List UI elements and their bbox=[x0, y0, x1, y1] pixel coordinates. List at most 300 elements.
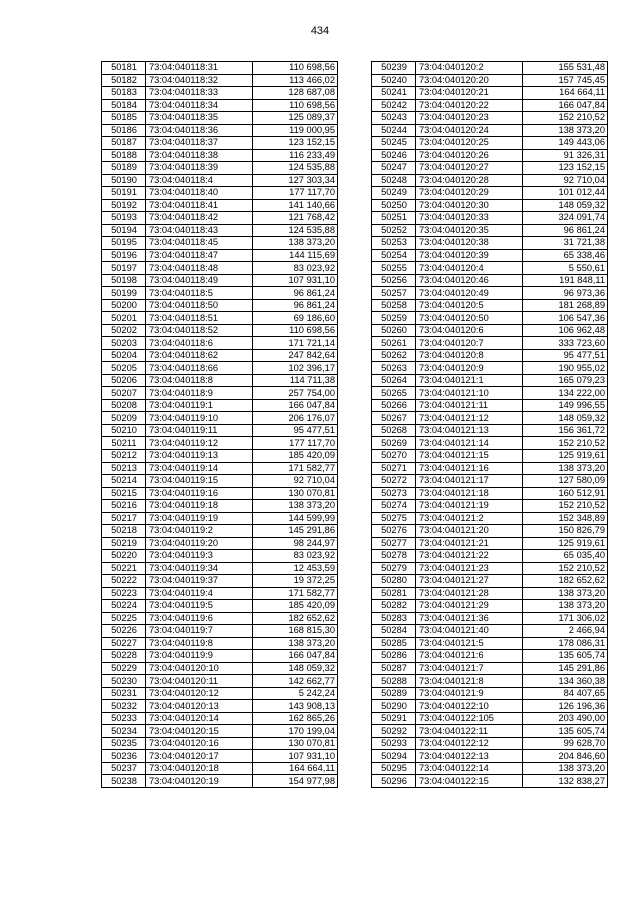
table-row bbox=[372, 462, 608, 475]
value-cell: 12 453,59 bbox=[253, 562, 338, 575]
table-row bbox=[102, 562, 338, 575]
cadastral-number-cell: 73:04:040120:5 bbox=[416, 299, 523, 312]
table-row bbox=[102, 775, 338, 788]
row-number-cell: 50276 bbox=[372, 525, 416, 538]
table-row bbox=[102, 675, 338, 688]
value-cell: 166 047,84 bbox=[253, 399, 338, 412]
row-number-cell: 50244 bbox=[372, 124, 416, 137]
cadastral-number-cell: 73:04:040121:11 bbox=[416, 399, 523, 412]
value-cell: 123 152,15 bbox=[523, 162, 608, 175]
table-row bbox=[372, 412, 608, 425]
value-cell: 134 222,00 bbox=[523, 387, 608, 400]
table-row bbox=[372, 612, 608, 625]
row-number-cell: 50200 bbox=[102, 299, 146, 312]
value-cell: 5 550,61 bbox=[523, 262, 608, 275]
value-cell: 148 059,32 bbox=[523, 199, 608, 212]
row-number-cell: 50232 bbox=[102, 700, 146, 713]
table-row bbox=[372, 475, 608, 488]
cadastral-number-cell: 73:04:040118:37 bbox=[146, 137, 253, 150]
cadastral-number-cell: 73:04:040122:105 bbox=[416, 712, 523, 725]
table-row bbox=[372, 337, 608, 350]
table-row bbox=[102, 349, 338, 362]
row-number-cell: 50193 bbox=[102, 212, 146, 225]
cadastral-number-cell: 73:04:040121:29 bbox=[416, 600, 523, 613]
table-row bbox=[102, 525, 338, 538]
cadastral-number-cell: 73:04:040121:10 bbox=[416, 387, 523, 400]
row-number-cell: 50237 bbox=[102, 762, 146, 775]
cadastral-number-cell: 73:04:040120:20 bbox=[416, 74, 523, 87]
row-number-cell: 50234 bbox=[102, 725, 146, 738]
row-number-cell: 50211 bbox=[102, 437, 146, 450]
value-cell: 152 210,52 bbox=[523, 500, 608, 513]
table-row bbox=[102, 625, 338, 638]
value-cell: 138 373,20 bbox=[253, 637, 338, 650]
row-number-cell: 50266 bbox=[372, 399, 416, 412]
value-cell: 96 973,36 bbox=[523, 287, 608, 300]
table-row bbox=[102, 687, 338, 700]
value-cell: 190 955,02 bbox=[523, 362, 608, 375]
value-cell: 106 962,48 bbox=[523, 324, 608, 337]
cadastral-number-cell: 73:04:040118:8 bbox=[146, 374, 253, 387]
cadastral-number-cell: 73:04:040119:13 bbox=[146, 449, 253, 462]
row-number-cell: 50181 bbox=[102, 62, 146, 75]
row-number-cell: 50292 bbox=[372, 725, 416, 738]
cadastral-number-cell: 73:04:040120:30 bbox=[416, 199, 523, 212]
value-cell: 156 361,72 bbox=[523, 424, 608, 437]
value-cell: 152 210,52 bbox=[523, 562, 608, 575]
row-number-cell: 50287 bbox=[372, 662, 416, 675]
value-cell: 185 420,09 bbox=[253, 449, 338, 462]
table-row bbox=[372, 449, 608, 462]
cadastral-number-cell: 73:04:040120:22 bbox=[416, 99, 523, 112]
value-cell: 164 664,11 bbox=[523, 87, 608, 100]
value-cell: 166 047,84 bbox=[523, 99, 608, 112]
row-number-cell: 50260 bbox=[372, 324, 416, 337]
cadastral-number-cell: 73:04:040119:16 bbox=[146, 487, 253, 500]
value-cell: 144 599,99 bbox=[253, 512, 338, 525]
value-cell: 206 176,07 bbox=[253, 412, 338, 425]
row-number-cell: 50203 bbox=[102, 337, 146, 350]
row-number-cell: 50241 bbox=[372, 87, 416, 100]
row-number-cell: 50251 bbox=[372, 212, 416, 225]
table-row bbox=[102, 187, 338, 200]
cadastral-number-cell: 73:04:040121:40 bbox=[416, 625, 523, 638]
cadastral-number-cell: 73:04:040119:37 bbox=[146, 575, 253, 588]
value-cell: 257 754,00 bbox=[253, 387, 338, 400]
table-row bbox=[372, 137, 608, 150]
cadastral-number-cell: 73:04:040119:7 bbox=[146, 625, 253, 638]
row-number-cell: 50240 bbox=[372, 74, 416, 87]
row-number-cell: 50295 bbox=[372, 762, 416, 775]
table-row bbox=[372, 399, 608, 412]
table-row bbox=[372, 587, 608, 600]
cadastral-number-cell: 73:04:040120:12 bbox=[146, 687, 253, 700]
value-cell: 135 605,74 bbox=[523, 725, 608, 738]
cadastral-number-cell: 73:04:040120:15 bbox=[146, 725, 253, 738]
table-row bbox=[372, 650, 608, 663]
row-number-cell: 50269 bbox=[372, 437, 416, 450]
value-cell: 125 919,61 bbox=[523, 537, 608, 550]
value-cell: 185 420,09 bbox=[253, 600, 338, 613]
row-number-cell: 50208 bbox=[102, 399, 146, 412]
table-row bbox=[372, 562, 608, 575]
cadastral-number-cell: 73:04:040120:38 bbox=[416, 237, 523, 250]
cadastral-number-cell: 73:04:040118:43 bbox=[146, 224, 253, 237]
value-cell: 2 466,94 bbox=[523, 625, 608, 638]
row-number-cell: 50197 bbox=[102, 262, 146, 275]
row-number-cell: 50283 bbox=[372, 612, 416, 625]
value-cell: 165 079,23 bbox=[523, 374, 608, 387]
table-row bbox=[372, 274, 608, 287]
table-row bbox=[372, 437, 608, 450]
cadastral-number-cell: 73:04:040118:38 bbox=[146, 149, 253, 162]
cadastral-number-cell: 73:04:040120:29 bbox=[416, 187, 523, 200]
cadastral-number-cell: 73:04:040118:32 bbox=[146, 74, 253, 87]
row-number-cell: 50259 bbox=[372, 312, 416, 325]
table-row bbox=[372, 312, 608, 325]
cadastral-number-cell: 73:04:040121:1 bbox=[416, 374, 523, 387]
table-row bbox=[102, 700, 338, 713]
row-number-cell: 50245 bbox=[372, 137, 416, 150]
row-number-cell: 50249 bbox=[372, 187, 416, 200]
cadastral-number-cell: 73:04:040121:27 bbox=[416, 575, 523, 588]
row-number-cell: 50185 bbox=[102, 112, 146, 125]
row-number-cell: 50246 bbox=[372, 149, 416, 162]
cadastral-number-cell: 73:04:040121:36 bbox=[416, 612, 523, 625]
table-row bbox=[102, 287, 338, 300]
cadastral-number-cell: 73:04:040120:4 bbox=[416, 262, 523, 275]
table-row bbox=[102, 712, 338, 725]
cadastral-number-cell: 73:04:040118:35 bbox=[146, 112, 253, 125]
value-cell: 121 768,42 bbox=[253, 212, 338, 225]
value-cell: 128 687,08 bbox=[253, 87, 338, 100]
cadastral-number-cell: 73:04:040118:52 bbox=[146, 324, 253, 337]
table-row bbox=[372, 174, 608, 187]
value-cell: 177 117,70 bbox=[253, 437, 338, 450]
row-number-cell: 50282 bbox=[372, 600, 416, 613]
table-row bbox=[102, 662, 338, 675]
cadastral-number-cell: 73:04:040120:18 bbox=[146, 762, 253, 775]
cadastral-number-cell: 73:04:040120:25 bbox=[416, 137, 523, 150]
value-cell: 144 115,69 bbox=[253, 249, 338, 262]
row-number-cell: 50187 bbox=[102, 137, 146, 150]
cadastral-number-cell: 73:04:040121:23 bbox=[416, 562, 523, 575]
row-number-cell: 50284 bbox=[372, 625, 416, 638]
table-row bbox=[102, 399, 338, 412]
cadastral-number-cell: 73:04:040120:27 bbox=[416, 162, 523, 175]
table-row bbox=[372, 687, 608, 700]
row-number-cell: 50291 bbox=[372, 712, 416, 725]
row-number-cell: 50219 bbox=[102, 537, 146, 550]
table-row bbox=[102, 112, 338, 125]
value-cell: 150 826,79 bbox=[523, 525, 608, 538]
cadastral-number-cell: 73:04:040120:17 bbox=[146, 750, 253, 763]
cadastral-number-cell: 73:04:040121:18 bbox=[416, 487, 523, 500]
row-number-cell: 50226 bbox=[102, 625, 146, 638]
cadastral-number-cell: 73:04:040122:13 bbox=[416, 750, 523, 763]
value-cell: 107 931,10 bbox=[253, 750, 338, 763]
cadastral-number-cell: 73:04:040121:19 bbox=[416, 500, 523, 513]
cadastral-number-cell: 73:04:040121:17 bbox=[416, 475, 523, 488]
value-cell: 155 531,48 bbox=[523, 62, 608, 75]
row-number-cell: 50288 bbox=[372, 675, 416, 688]
row-number-cell: 50188 bbox=[102, 149, 146, 162]
cadastral-number-cell: 73:04:040121:9 bbox=[416, 687, 523, 700]
table-row bbox=[372, 662, 608, 675]
cadastral-number-cell: 73:04:040119:11 bbox=[146, 424, 253, 437]
cadastral-number-cell: 73:04:040119:2 bbox=[146, 525, 253, 538]
value-cell: 135 605,74 bbox=[523, 650, 608, 663]
row-number-cell: 50196 bbox=[102, 249, 146, 262]
value-cell: 96 861,24 bbox=[253, 299, 338, 312]
cadastral-number-cell: 73:04:040119:18 bbox=[146, 500, 253, 513]
table-row bbox=[372, 512, 608, 525]
value-cell: 69 186,60 bbox=[253, 312, 338, 325]
table-row bbox=[372, 62, 608, 75]
table-row bbox=[102, 725, 338, 738]
table-row bbox=[102, 487, 338, 500]
value-cell: 125 919,61 bbox=[523, 449, 608, 462]
table-row bbox=[102, 424, 338, 437]
row-number-cell: 50184 bbox=[102, 99, 146, 112]
table-row bbox=[372, 550, 608, 563]
table-row bbox=[372, 212, 608, 225]
cadastral-number-cell: 73:04:040121:7 bbox=[416, 662, 523, 675]
value-cell: 83 023,92 bbox=[253, 550, 338, 563]
cadastral-number-cell: 73:04:040118:40 bbox=[146, 187, 253, 200]
value-cell: 154 977,98 bbox=[253, 775, 338, 788]
table-row bbox=[102, 174, 338, 187]
row-number-cell: 50207 bbox=[102, 387, 146, 400]
value-cell: 102 396,17 bbox=[253, 362, 338, 375]
table-row bbox=[372, 675, 608, 688]
table-row bbox=[372, 162, 608, 175]
cadastral-number-cell: 73:04:040120:10 bbox=[146, 662, 253, 675]
row-number-cell: 50228 bbox=[102, 650, 146, 663]
value-cell: 247 842,64 bbox=[253, 349, 338, 362]
table-row bbox=[372, 362, 608, 375]
value-cell: 114 711,38 bbox=[253, 374, 338, 387]
row-number-cell: 50230 bbox=[102, 675, 146, 688]
row-number-cell: 50285 bbox=[372, 637, 416, 650]
cadastral-number-cell: 73:04:040120:35 bbox=[416, 224, 523, 237]
row-number-cell: 50191 bbox=[102, 187, 146, 200]
table-row bbox=[102, 762, 338, 775]
row-number-cell: 50280 bbox=[372, 575, 416, 588]
table-row bbox=[102, 62, 338, 75]
value-cell: 149 443,06 bbox=[523, 137, 608, 150]
cadastral-number-cell: 73:04:040118:42 bbox=[146, 212, 253, 225]
table-row bbox=[102, 337, 338, 350]
row-number-cell: 50242 bbox=[372, 99, 416, 112]
value-cell: 124 535,88 bbox=[253, 224, 338, 237]
row-number-cell: 50236 bbox=[102, 750, 146, 763]
table-row bbox=[102, 537, 338, 550]
table-row bbox=[102, 249, 338, 262]
value-cell: 110 698,56 bbox=[253, 62, 338, 75]
cadastral-number-cell: 73:04:040118:47 bbox=[146, 249, 253, 262]
row-number-cell: 50220 bbox=[102, 550, 146, 563]
cadastral-number-cell: 73:04:040118:9 bbox=[146, 387, 253, 400]
left-table-body bbox=[102, 62, 338, 788]
value-cell: 127 303,34 bbox=[253, 174, 338, 187]
value-cell: 132 838,27 bbox=[523, 775, 608, 788]
row-number-cell: 50256 bbox=[372, 274, 416, 287]
table-row bbox=[102, 587, 338, 600]
table-row bbox=[102, 262, 338, 275]
value-cell: 138 373,20 bbox=[253, 500, 338, 513]
value-cell: 99 628,70 bbox=[523, 737, 608, 750]
row-number-cell: 50271 bbox=[372, 462, 416, 475]
row-number-cell: 50182 bbox=[102, 74, 146, 87]
row-number-cell: 50278 bbox=[372, 550, 416, 563]
table-row bbox=[372, 149, 608, 162]
value-cell: 123 152,15 bbox=[253, 137, 338, 150]
table-row bbox=[372, 700, 608, 713]
value-cell: 113 466,02 bbox=[253, 74, 338, 87]
row-number-cell: 50235 bbox=[102, 737, 146, 750]
page-number: 434 bbox=[310, 25, 330, 37]
cadastral-number-cell: 73:04:040118:31 bbox=[146, 62, 253, 75]
row-number-cell: 50267 bbox=[372, 412, 416, 425]
value-cell: 152 210,52 bbox=[523, 112, 608, 125]
cadastral-number-cell: 73:04:040120:19 bbox=[146, 775, 253, 788]
cadastral-number-cell: 73:04:040120:2 bbox=[416, 62, 523, 75]
cadastral-number-cell: 73:04:040120:23 bbox=[416, 112, 523, 125]
row-number-cell: 50214 bbox=[102, 475, 146, 488]
value-cell: 168 815,30 bbox=[253, 625, 338, 638]
table-row bbox=[102, 512, 338, 525]
value-cell: 134 360,38 bbox=[523, 675, 608, 688]
row-number-cell: 50194 bbox=[102, 224, 146, 237]
value-cell: 116 233,49 bbox=[253, 149, 338, 162]
value-cell: 138 373,20 bbox=[523, 762, 608, 775]
row-number-cell: 50293 bbox=[372, 737, 416, 750]
right-parcel-table bbox=[371, 61, 608, 788]
value-cell: 92 710,04 bbox=[253, 475, 338, 488]
table-row bbox=[102, 737, 338, 750]
cadastral-number-cell: 73:04:040120:16 bbox=[146, 737, 253, 750]
cadastral-number-cell: 73:04:040121:2 bbox=[416, 512, 523, 525]
value-cell: 106 547,36 bbox=[523, 312, 608, 325]
value-cell: 152 348,89 bbox=[523, 512, 608, 525]
value-cell: 95 477,51 bbox=[523, 349, 608, 362]
value-cell: 138 373,20 bbox=[253, 237, 338, 250]
row-number-cell: 50247 bbox=[372, 162, 416, 175]
value-cell: 98 244,97 bbox=[253, 537, 338, 550]
value-cell: 182 652,62 bbox=[523, 575, 608, 588]
row-number-cell: 50258 bbox=[372, 299, 416, 312]
value-cell: 138 373,20 bbox=[523, 124, 608, 137]
cadastral-number-cell: 73:04:040121:8 bbox=[416, 675, 523, 688]
cadastral-number-cell: 73:04:040118:4 bbox=[146, 174, 253, 187]
value-cell: 19 372,25 bbox=[253, 575, 338, 588]
row-number-cell: 50262 bbox=[372, 349, 416, 362]
value-cell: 171 306,02 bbox=[523, 612, 608, 625]
row-number-cell: 50265 bbox=[372, 387, 416, 400]
value-cell: 166 047,84 bbox=[253, 650, 338, 663]
table-row bbox=[372, 112, 608, 125]
table-row bbox=[372, 537, 608, 550]
cadastral-number-cell: 73:04:040119:6 bbox=[146, 612, 253, 625]
row-number-cell: 50202 bbox=[102, 324, 146, 337]
right-table-body bbox=[372, 62, 608, 788]
table-row bbox=[102, 299, 338, 312]
cadastral-number-cell: 73:04:040119:20 bbox=[146, 537, 253, 550]
cadastral-number-cell: 73:04:040120:39 bbox=[416, 249, 523, 262]
table-row bbox=[102, 124, 338, 137]
table-row bbox=[372, 237, 608, 250]
table-row bbox=[102, 199, 338, 212]
row-number-cell: 50254 bbox=[372, 249, 416, 262]
value-cell: 119 000,95 bbox=[253, 124, 338, 137]
row-number-cell: 50296 bbox=[372, 775, 416, 788]
table-row bbox=[102, 575, 338, 588]
cadastral-number-cell: 73:04:040121:22 bbox=[416, 550, 523, 563]
cadastral-number-cell: 73:04:040118:33 bbox=[146, 87, 253, 100]
table-row bbox=[102, 475, 338, 488]
value-cell: 157 745,45 bbox=[523, 74, 608, 87]
cadastral-number-cell: 73:04:040119:14 bbox=[146, 462, 253, 475]
cadastral-number-cell: 73:04:040120:33 bbox=[416, 212, 523, 225]
table-row bbox=[102, 212, 338, 225]
value-cell: 171 582,77 bbox=[253, 462, 338, 475]
value-cell: 130 070,81 bbox=[253, 737, 338, 750]
value-cell: 142 662,77 bbox=[253, 675, 338, 688]
table-row bbox=[372, 575, 608, 588]
table-row bbox=[102, 600, 338, 613]
cadastral-number-cell: 73:04:040122:15 bbox=[416, 775, 523, 788]
value-cell: 110 698,56 bbox=[253, 99, 338, 112]
cadastral-number-cell: 73:04:040119:8 bbox=[146, 637, 253, 650]
table-row bbox=[102, 99, 338, 112]
value-cell: 324 091,74 bbox=[523, 212, 608, 225]
cadastral-number-cell: 73:04:040119:12 bbox=[146, 437, 253, 450]
cadastral-number-cell: 73:04:040119:34 bbox=[146, 562, 253, 575]
value-cell: 333 723,60 bbox=[523, 337, 608, 350]
value-cell: 127 580,09 bbox=[523, 475, 608, 488]
value-cell: 5 242,24 bbox=[253, 687, 338, 700]
cadastral-number-cell: 73:04:040122:14 bbox=[416, 762, 523, 775]
row-number-cell: 50294 bbox=[372, 750, 416, 763]
cadastral-number-cell: 73:04:040121:15 bbox=[416, 449, 523, 462]
value-cell: 65 035,40 bbox=[523, 550, 608, 563]
row-number-cell: 50273 bbox=[372, 487, 416, 500]
value-cell: 148 059,32 bbox=[523, 412, 608, 425]
table-row bbox=[372, 87, 608, 100]
table-row bbox=[102, 437, 338, 450]
row-number-cell: 50239 bbox=[372, 62, 416, 75]
cadastral-number-cell: 73:04:040118:51 bbox=[146, 312, 253, 325]
table-row bbox=[102, 637, 338, 650]
cadastral-number-cell: 73:04:040119:5 bbox=[146, 600, 253, 613]
table-row bbox=[102, 74, 338, 87]
cadastral-number-cell: 73:04:040120:11 bbox=[146, 675, 253, 688]
table-row bbox=[372, 775, 608, 788]
cadastral-number-cell: 73:04:040120:8 bbox=[416, 349, 523, 362]
value-cell: 152 210,52 bbox=[523, 437, 608, 450]
row-number-cell: 50253 bbox=[372, 237, 416, 250]
cadastral-number-cell: 73:04:040118:45 bbox=[146, 237, 253, 250]
value-cell: 126 196,36 bbox=[523, 700, 608, 713]
table-row bbox=[372, 74, 608, 87]
value-cell: 107 931,10 bbox=[253, 274, 338, 287]
cadastral-number-cell: 73:04:040119:4 bbox=[146, 587, 253, 600]
value-cell: 141 140,66 bbox=[253, 199, 338, 212]
table-row bbox=[372, 187, 608, 200]
table-row bbox=[372, 224, 608, 237]
value-cell: 110 698,56 bbox=[253, 324, 338, 337]
